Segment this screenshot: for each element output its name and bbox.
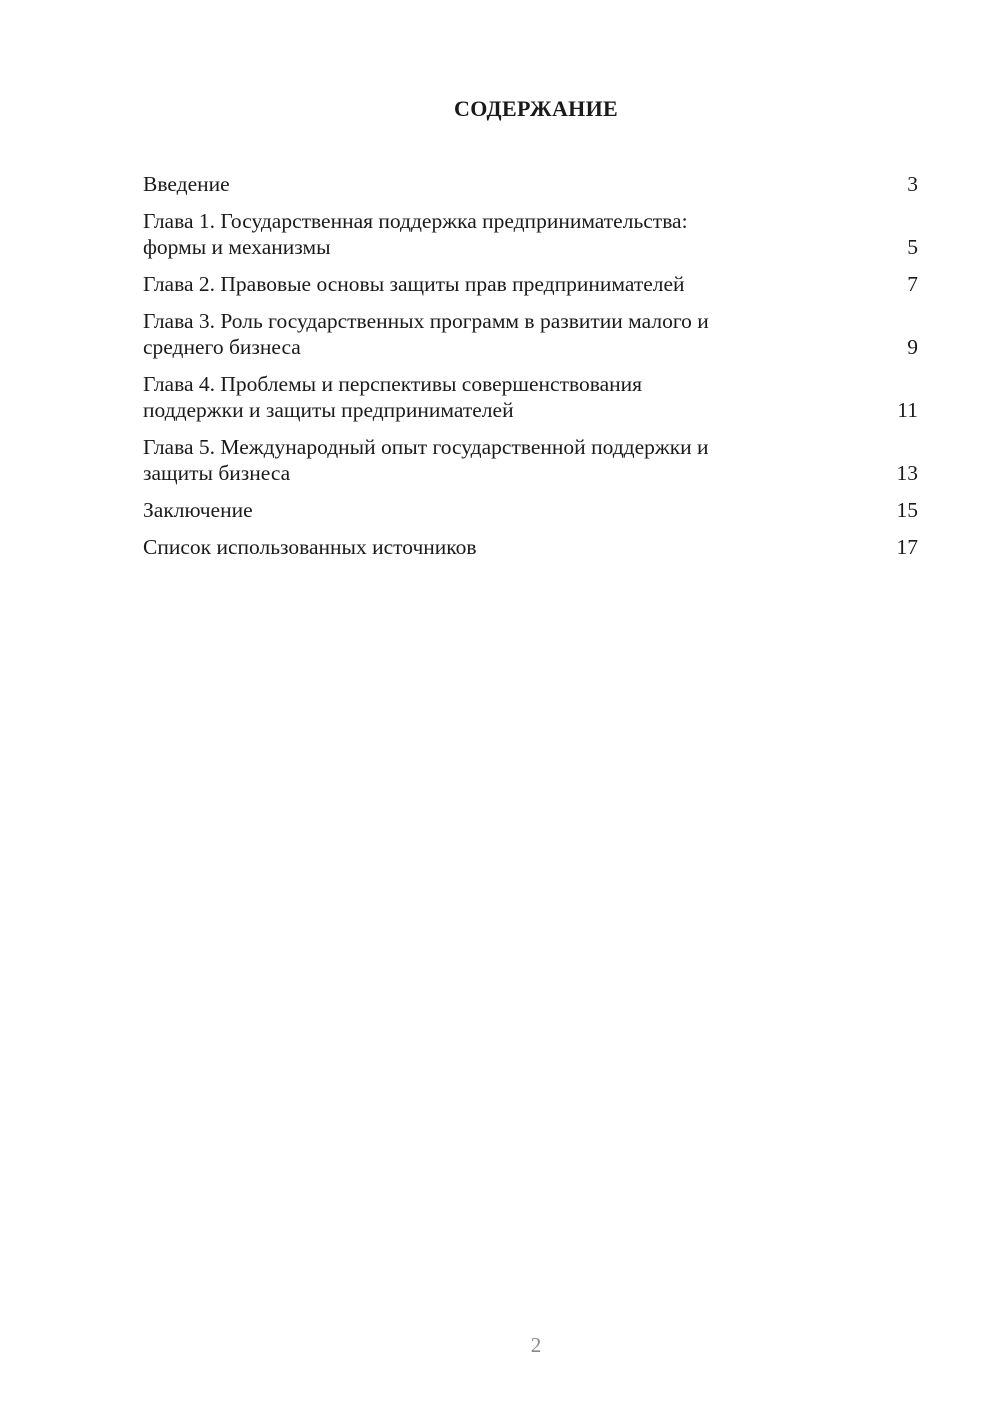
toc-entry-page: 7 [907,272,918,296]
toc-entry-references [143,534,918,560]
toc-entry-introduction [143,171,918,197]
toc-entry-text: Глава 4. Проблемы и перспективы совершенствования поддержки и защиты предпринимателей [143,372,643,422]
toc-title: СОДЕРЖАНИЕ [454,96,618,121]
toc-entry-page: 13 [896,461,918,485]
toc-entry-chapter-3 [143,308,918,360]
toc-entry-page: 15 [896,498,918,522]
toc-entry-chapter-4 [143,371,918,423]
toc-entry-page: 3 [907,172,918,196]
toc-entry-chapter-2 [143,271,918,297]
toc-entry-text: Глава 1. Государственная поддержка предпринимательства: формы и механизмы [143,209,688,259]
toc-entry-text: Введение [143,172,230,196]
toc-entry-page: 9 [907,335,918,359]
toc-entry-text: Глава 2. Правовые основы защиты прав предпринимателей [143,272,685,296]
table-of-contents [143,171,918,571]
page-number: 2 [530,1333,542,1357]
toc-entry-chapter-5 [143,434,918,486]
toc-entry-text: Список использованных источников [143,535,477,559]
toc-entry-page: 11 [897,398,918,422]
toc-entry-text: Заключение [143,498,253,522]
toc-entry-text: Глава 5. Международный опыт государственной поддержки и защиты бизнеса [143,435,709,485]
toc-entry-text: Глава 3. Роль государственных программ в развитии малого и среднего бизнеса [143,309,709,359]
toc-entry-conclusion [143,497,918,523]
toc-entry-page: 17 [896,535,918,559]
toc-entry-chapter-1 [143,208,918,260]
toc-entry-page: 5 [907,235,918,259]
